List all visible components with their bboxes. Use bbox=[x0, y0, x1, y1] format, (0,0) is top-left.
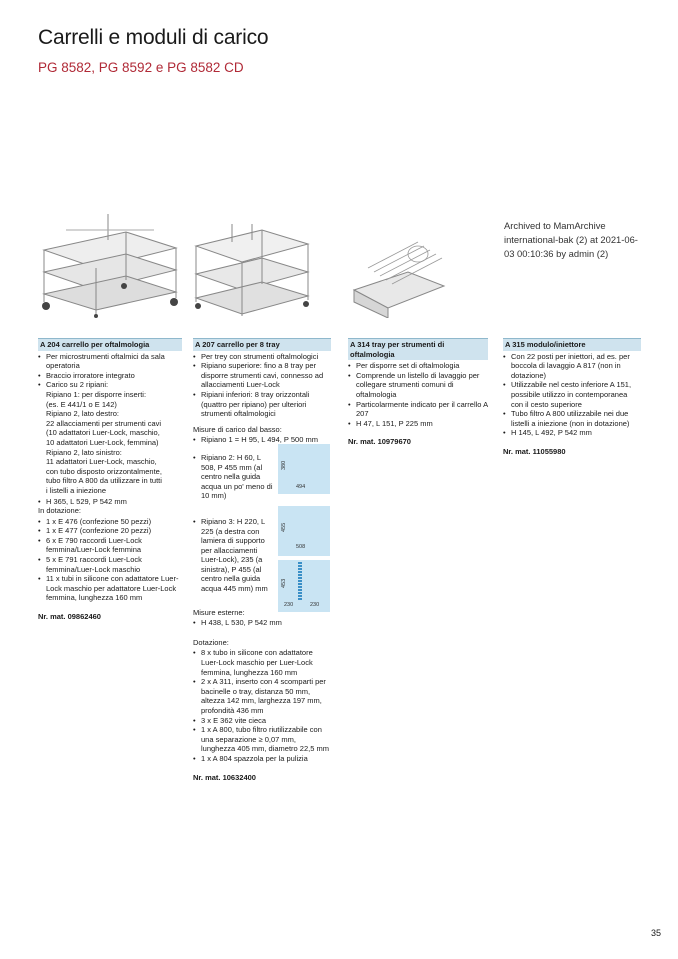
list-item: • 11 x tubi in silicone con adattatore Luer-Lock maschio per adattatore Luer-Lock femmina, lunghezza 160 mm bbox=[38, 574, 182, 603]
list-item: • 1 x A 800, tubo filtro riutilizzabile con una separazione ≥ 0,07 mm, lunghezza 405 mm, diametro 22,5 mm bbox=[193, 725, 331, 754]
d1-width-label: 494 bbox=[296, 484, 306, 490]
a315-features bbox=[503, 352, 641, 438]
a207-shelf-2-diagram bbox=[278, 444, 330, 494]
a314-tray-image bbox=[348, 228, 446, 318]
list-item: • Comprende un listello di lavaggio per collegare strumenti comuni di oftalmologia bbox=[348, 371, 488, 400]
page-subtitle: PG 8582, PG 8592 e PG 8582 CD bbox=[38, 60, 244, 75]
injector-row bbox=[298, 562, 302, 600]
d2-width-label: 508 bbox=[296, 544, 306, 550]
a204-heading: A 204 carrello per oftalmologia bbox=[38, 338, 182, 351]
list-item: • 1 x E 477 (confezione 20 pezzi) bbox=[38, 526, 182, 536]
list-item: • 5 x E 791 raccordi Luer-Lock femmina/Luer-Lock maschio bbox=[38, 555, 182, 574]
d2-height-label: 455 bbox=[281, 522, 287, 532]
a207-load-shelf-3: • Ripiano 3: H 220, L 225 (a destra con lamiera di supporto per allacciamenti Luer-Lock), 235 (a sinistra), P 455 (al centro nella guida acqua 445 mm) mm bbox=[193, 517, 275, 594]
a207-included-list bbox=[193, 648, 331, 763]
a207-features bbox=[193, 352, 331, 419]
page-number: 35 bbox=[651, 928, 662, 938]
list-item: • 6 x E 790 raccordi Luer-Lock femmina/Luer-Lock femmina bbox=[38, 536, 182, 555]
a207-heading: A 207 carrello per 8 tray bbox=[193, 338, 331, 351]
a204-included-list bbox=[38, 517, 182, 603]
list-item: • H 47, L 151, P 225 mm bbox=[348, 419, 488, 429]
d3-height-label: 453 bbox=[281, 578, 287, 588]
list-item: • 1 x E 476 (confezione 50 pezzi) bbox=[38, 517, 182, 527]
a204-cart-image bbox=[36, 210, 184, 318]
a315-material-number: Nr. mat. 11055980 bbox=[503, 446, 566, 456]
list-item: • Per microstrumenti oftalmici da sala operatoria bbox=[38, 352, 182, 371]
list-item: • 8 x tubo in silicone con adattatore Luer-Lock maschio per Luer-Lock femmina, lunghezza 160 mm bbox=[193, 648, 331, 677]
a315-heading: A 315 modulo/iniettore bbox=[503, 338, 641, 351]
archive-note: Archived to MamArchive international-bak (2) at 2021-06-03 00:10:36 by admin (2) bbox=[504, 220, 638, 259]
a207-load-label: Misure di carico dal basso: bbox=[193, 424, 282, 434]
list-item: • Ripiano superiore: fino a 8 tray per disporre strumenti cavi, connesso ad allacciamenti Luer-Lock bbox=[193, 361, 331, 390]
page-title: Carrelli e moduli di carico bbox=[38, 26, 269, 49]
product-a315 bbox=[503, 338, 641, 457]
a314-material-number: Nr. mat. 10979670 bbox=[348, 437, 411, 447]
a207-external-label: Misure esterne: bbox=[193, 607, 245, 617]
a204-material-number: Nr. mat. 09862460 bbox=[38, 612, 101, 622]
a204-included-label: In dotazione: bbox=[38, 506, 81, 516]
list-item: • Per disporre set di oftalmologia bbox=[348, 361, 488, 371]
a207-included-label: Dotazione: bbox=[193, 637, 229, 647]
list-item: • Con 22 posti per iniettori, ad es. per boccola di lavaggio A 817 (non in dotazione) bbox=[503, 352, 641, 381]
list-item: • Utilizzabile nel cesto inferiore A 151, possibile utilizzo in contemporanea con il cesto superiore bbox=[503, 380, 641, 409]
a204-features bbox=[38, 352, 182, 390]
a204-shelf-details: Ripiano 1: per disporre inserti: (es. E 441/1 o E 142) Ripiano 2, lato destro: 22 allacciamenti per strumenti cavi (10 adattatori Luer-Lock, maschio, 10 adattatori Luer-Lock, femmina) Ripiano 2, lato sinistro: 11 adattatori Luer-Lock, maschio, con tubo disposto orizzontalmente, tubo filtro A 800 da utilizzare in tutti i listelli a iniezione bbox=[46, 389, 162, 495]
d1-height-label: 380 bbox=[281, 460, 287, 470]
list-item: • 2 x A 311, inserto con 4 scomparti per bacinelle o tray, distanza 50 mm, altezza 142 mm, larghezza 197 mm, profondità 436 mm bbox=[193, 677, 331, 715]
a314-heading: A 314 tray per strumenti di oftalmologia bbox=[348, 338, 488, 360]
list-item: • Carico su 2 ripiani: bbox=[38, 380, 182, 390]
list-item: • Braccio irroratore integrato bbox=[38, 371, 182, 381]
a207-shelf-3-diagram bbox=[278, 506, 330, 556]
a207-material-number: Nr. mat. 10632400 bbox=[193, 772, 256, 782]
list-item: • 3 x E 362 vite cieca bbox=[193, 716, 331, 726]
list-item: • Particolarmente indicato per il carrello A 207 bbox=[348, 400, 488, 419]
product-a314 bbox=[348, 338, 488, 447]
a204-dimensions: • H 365, L 529, P 542 mm bbox=[38, 497, 182, 507]
a207-load-shelf-1: • Ripiano 1 = H 95, L 494, P 500 mm bbox=[193, 435, 331, 445]
d3-width-left-label: 230 bbox=[284, 602, 294, 608]
a207-shelf-4-diagram bbox=[278, 560, 330, 612]
a207-external-dims: • H 438, L 530, P 542 mm bbox=[193, 618, 331, 628]
list-item: • Tubo filtro A 800 utilizzabile nei due listelli a iniezione (non in dotazione) bbox=[503, 409, 641, 428]
list-item: • H 145, L 492, P 542 mm bbox=[503, 428, 641, 438]
product-a204 bbox=[38, 338, 182, 622]
a314-features bbox=[348, 361, 488, 428]
d3-width-right-label: 230 bbox=[310, 602, 320, 608]
list-item: • Ripiani inferiori: 8 tray orizzontali (quattro per ripiano) per ulteriori strumenti oftalmologici bbox=[193, 390, 331, 419]
a207-cart-image bbox=[192, 222, 312, 318]
list-item: • Per trey con strumenti oftalmologici bbox=[193, 352, 331, 362]
list-item: • 1 x A 804 spazzola per la pulizia bbox=[193, 754, 331, 764]
a207-load-shelf-2: • Ripiano 2: H 60, L 508, P 455 mm (al centro nella guida acqua un po' meno di 10 mm) bbox=[193, 453, 275, 501]
